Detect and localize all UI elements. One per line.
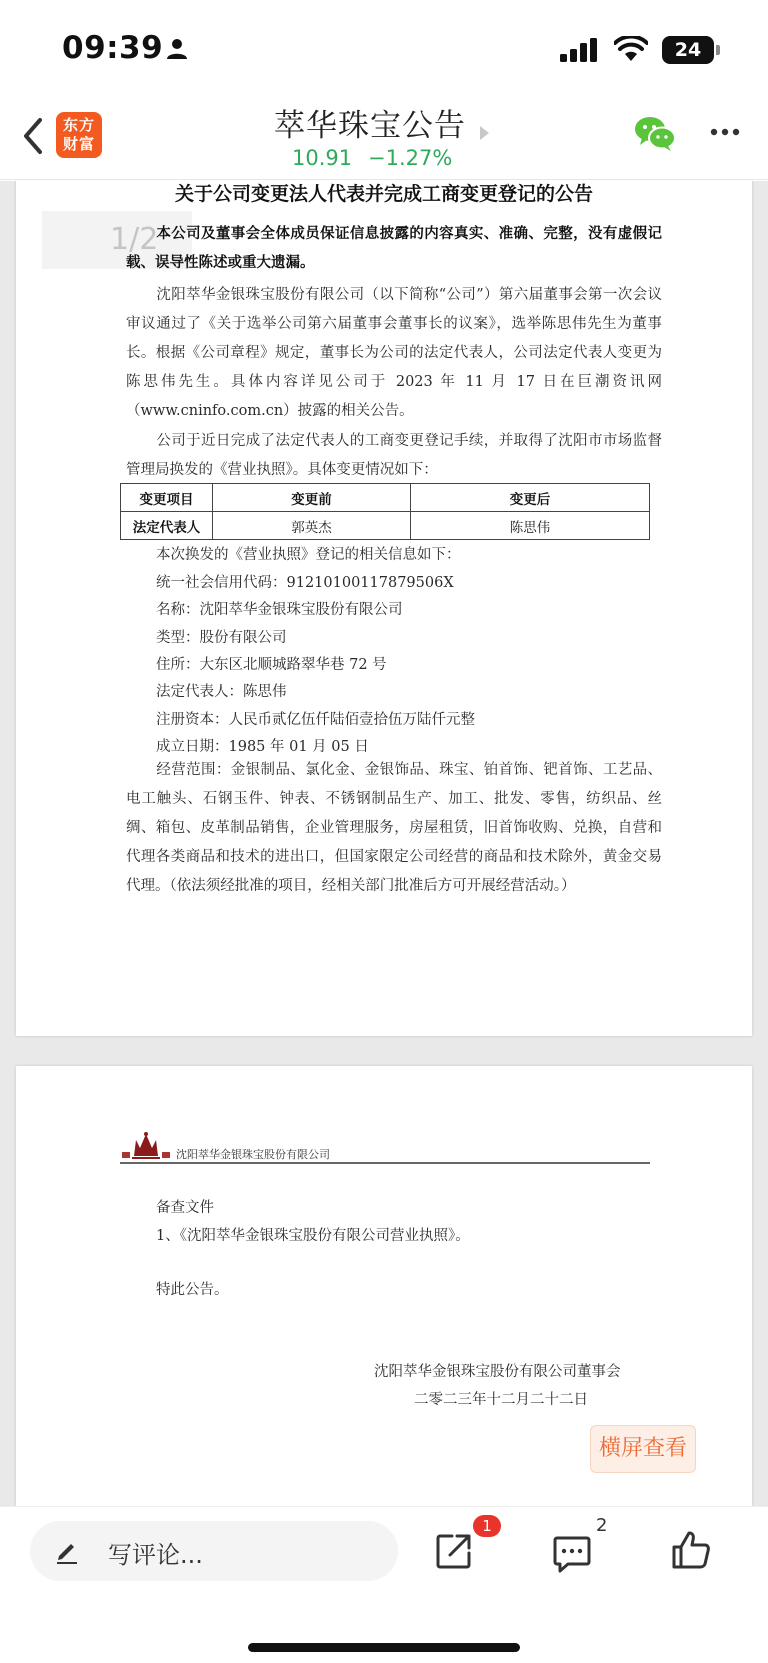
license-intro: 本次换发的《营业执照》登记的相关信息如下： <box>156 547 461 563</box>
disclosure-statement: 本公司及董事会全体成员保证信息披露的内容真实、准确、完整，没有虚假记载、误导性陈述或重大遗漏。 <box>126 225 662 271</box>
change-table <box>120 483 650 540</box>
back-icon[interactable] <box>18 114 48 158</box>
battery-indicator: 24 <box>662 36 714 64</box>
app-logo[interactable]: 东方 财富 <box>56 112 102 158</box>
table-row <box>121 512 650 540</box>
table-header-cell: 变更前 <box>213 484 411 512</box>
letterhead-divider <box>120 1162 650 1164</box>
landscape-view-button[interactable]: 横屏查看 <box>590 1425 696 1473</box>
page-indicator: 1/2 <box>42 211 192 269</box>
more-icon[interactable] <box>710 128 740 136</box>
bottom-bar <box>0 1506 768 1663</box>
document-title: 关于公司变更法人代表并完成工商变更登记的公告 <box>174 183 593 205</box>
status-time: 09:39 <box>62 30 164 66</box>
letterhead-company-name: 沈阳萃华金银珠宝股份有限公司 <box>176 1148 330 1161</box>
status-bar <box>0 0 768 100</box>
table-cell: 法定代表人 <box>121 512 213 540</box>
table-header-row <box>121 484 650 512</box>
wechat-icon[interactable] <box>634 116 676 152</box>
table-cell: 郭英杰 <box>213 512 411 540</box>
business-scope: 经营范围：金银制品、氯化金、金银饰品、珠宝、铂首饰、钯首饰、工艺品、电工触头、石钢玉件、钟表、不锈钢制品生产、加工、批发、零售，纺织品、丝绸、箱包、皮革制品销售，企业管理服务，房屋租赁，旧首饰收购、兑换，自营和代理各类商品和技术的进出口，但国家限定公司经营的商品和技术除外，黄金交易代理。（依法须经批准的项目，经相关部门批准后方可开展经营活动。） <box>126 762 662 894</box>
document-viewer[interactable] <box>0 181 768 1506</box>
signal-icon <box>560 38 600 62</box>
stock-change: −1.27% <box>368 146 453 170</box>
wifi-icon <box>614 36 648 62</box>
share-icon[interactable] <box>434 1531 474 1571</box>
license-line: 成立日期：1985 年 01 月 05 日 <box>156 739 369 755</box>
signature-date: 二零二三年十二月二十二日 <box>414 1392 588 1408</box>
signer: 沈阳萃华金银珠宝股份有限公司董事会 <box>374 1364 621 1380</box>
comment-placeholder: 写评论... <box>108 1541 203 1569</box>
license-line: 注册资本：人民币贰亿伍仟陆佰壹拾伍万陆仟元整 <box>156 712 475 728</box>
license-line: 住所：大东区北顺城路翠华巷 72 号 <box>156 657 387 673</box>
license-line: 统一社会信用代码：91210100117879506X <box>156 575 454 591</box>
table-header-cell: 变更后 <box>411 484 650 512</box>
battery-tip <box>716 45 720 55</box>
reference-title: 备查文件 <box>156 1200 214 1216</box>
nav-header <box>0 100 768 180</box>
table-cell: 陈思伟 <box>411 512 650 540</box>
person-icon <box>166 38 188 60</box>
page-title: 萃华珠宝公告 <box>274 108 466 144</box>
paragraph-2: 公司于近日完成了法定代表人的工商变更登记手续，并取得了沈阳市市场监督管理局换发的《营业执照》。具体变更情况如下： <box>126 433 662 478</box>
table-header-cell: 变更项目 <box>121 484 213 512</box>
share-badge: 1 <box>473 1515 501 1537</box>
paragraph-1: 沈阳萃华金银珠宝股份有限公司（以下简称“公司”）第六届董事会第一次会议审议通过了《关于选举公司第六届董事会董事长的议案》，选举陈思伟先生为董事长。根据《公司章程》规定，董事长为公司的法定代表人，公司法定代表人变更为陈思伟先生。具体内容详见公司于 2023 年 11 月 17 日在巨潮资讯网（www.cninfo.com.cn）披露的相关公告。 <box>126 287 662 419</box>
license-line: 法定代表人：陈思伟 <box>156 684 287 700</box>
license-line: 名称：沈阳萃华金银珠宝股份有限公司 <box>156 602 403 618</box>
like-icon[interactable] <box>670 1529 712 1571</box>
caret-right-icon[interactable] <box>480 126 489 140</box>
company-logo-icon <box>120 1130 172 1160</box>
document-page-1 <box>16 181 752 1036</box>
closing-text: 特此公告。 <box>156 1282 229 1298</box>
home-indicator <box>248 1643 520 1652</box>
stock-price: 10.91 <box>292 146 353 170</box>
comment-count: 2 <box>596 1515 608 1536</box>
license-line: 类型：股份有限公司 <box>156 630 287 646</box>
pen-icon <box>54 1538 80 1564</box>
reference-item: 1、《沈阳萃华金银珠宝股份有限公司营业执照》。 <box>156 1228 470 1244</box>
comment-input[interactable] <box>30 1521 398 1581</box>
comments-icon[interactable] <box>552 1533 592 1573</box>
